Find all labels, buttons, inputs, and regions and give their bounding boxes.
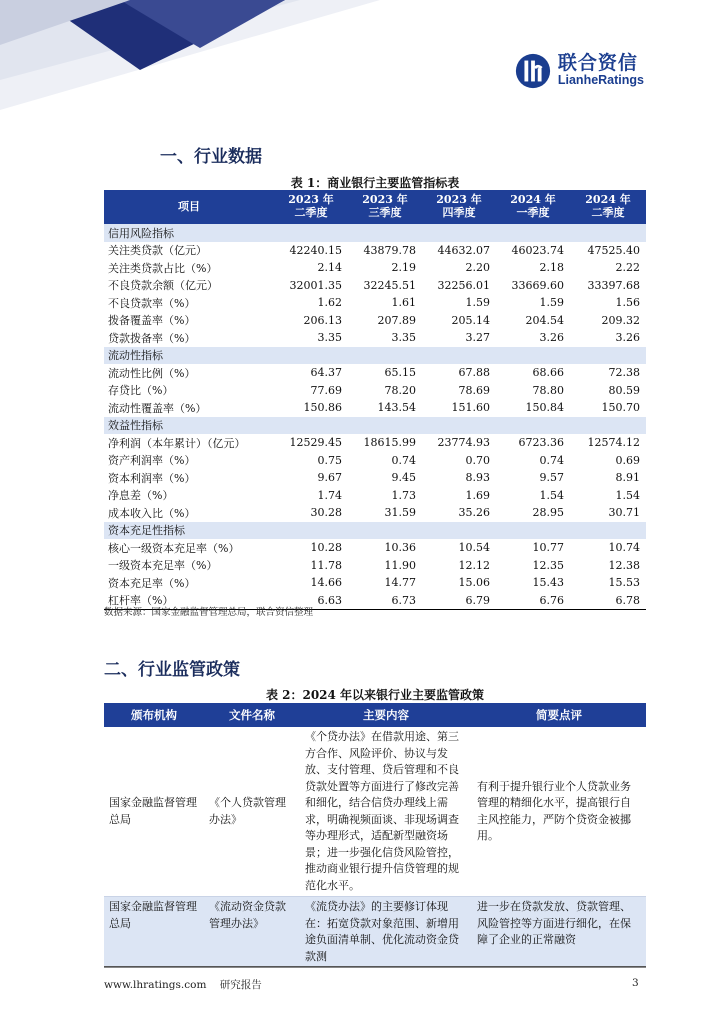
footer-label: 研究报告 <box>219 979 262 991</box>
table-category-row <box>104 522 646 540</box>
value-cell: 1.62 <box>317 296 342 310</box>
document-cell: 《流动资金贷款管理办法》 <box>204 897 300 968</box>
footer-url-link[interactable]: www.lhratings.com <box>104 979 207 991</box>
value-cell: 1.54 <box>539 488 564 502</box>
value-cell: 204.54 <box>525 313 564 327</box>
column-header: 主要内容 <box>300 703 472 727</box>
value-cell: 47525.40 <box>587 243 640 257</box>
value-cell: 65.15 <box>384 366 416 380</box>
value-cell: 42240.15 <box>289 243 342 257</box>
table-row <box>104 452 646 470</box>
column-header-period: 2023 年 四季度 <box>422 190 496 224</box>
value-cell: 68.66 <box>532 366 564 380</box>
column-header-period: 2023 年 二季度 <box>274 190 348 224</box>
table-row <box>104 434 646 452</box>
value-cell: 78.20 <box>384 383 416 397</box>
value-cell: 77.69 <box>310 383 342 397</box>
value-cell: 1.59 <box>539 296 564 310</box>
footer <box>104 977 272 992</box>
value-cell: 10.36 <box>384 541 416 555</box>
table-row <box>104 487 646 505</box>
value-cell: 1.74 <box>317 488 342 502</box>
value-cell: 44632.07 <box>437 243 490 257</box>
value-cell: 3.26 <box>615 331 640 345</box>
value-cell: 15.06 <box>458 576 490 590</box>
value-cell: 3.35 <box>391 331 416 345</box>
value-cell: 0.69 <box>615 453 640 467</box>
row-label: 拨备覆盖率（%） <box>108 314 196 328</box>
lianhe-logo-icon <box>514 52 552 90</box>
value-cell: 33397.68 <box>587 278 640 292</box>
value-cell: 6.78 <box>570 592 646 610</box>
table-row <box>104 557 646 575</box>
value-cell: 28.95 <box>532 506 564 520</box>
value-cell: 9.57 <box>539 471 564 485</box>
section-title-regulatory-policy: 二、行业监管政策 <box>104 660 240 680</box>
row-label: 关注类贷款占比（%） <box>108 261 218 275</box>
value-cell: 9.67 <box>317 471 342 485</box>
row-label: 关注类贷款（亿元） <box>108 244 207 258</box>
column-header-period: 2024 年 一季度 <box>496 190 570 224</box>
value-cell: 1.56 <box>615 296 640 310</box>
value-cell: 150.86 <box>303 401 342 415</box>
value-cell: 209.32 <box>601 313 640 327</box>
value-cell: 11.90 <box>384 558 416 572</box>
brand-logo <box>514 52 644 90</box>
content-cell: 《个贷办法》在借款用途、第三方合作、风险评价、协议与发放、支付管理、贷后管理和不良贷款处置等方面进行了修改完善和细化，结合信贷办理线上需求，明确视频面谈、非现场调查等办理形式，适配新型融资场景；进一步强化信贷风险管控，推动商业银行提升信贷管理的规范化水平。 <box>300 727 472 897</box>
column-header-item: 项目 <box>104 190 274 224</box>
column-header: 颁布机构 <box>104 703 204 727</box>
value-cell: 12529.45 <box>289 436 342 450</box>
row-label: 资产利润率（%） <box>108 454 196 468</box>
document-cell: 《个人贷款管理办法》 <box>204 727 300 897</box>
value-cell: 150.84 <box>525 401 564 415</box>
comment-cell: 有利于提升银行业个人贷款业务管理的精细化水平，提高银行自主风控能力，严防个贷资金被挪用。 <box>472 727 646 897</box>
row-label: 成本收入比（%） <box>108 506 196 520</box>
value-cell: 9.45 <box>391 471 416 485</box>
row-label: 资本充足率（%） <box>108 576 196 590</box>
value-cell: 0.70 <box>465 453 490 467</box>
value-cell: 2.19 <box>391 261 416 275</box>
value-cell: 6.73 <box>348 592 422 610</box>
table-row <box>104 469 646 487</box>
column-header: 简要点评 <box>472 703 646 727</box>
column-header: 文件名称 <box>204 703 300 727</box>
agency-cell: 国家金融监督管理总局 <box>104 897 204 968</box>
table1-caption: 表 1：商业银行主要监管指标表 <box>290 176 460 190</box>
table-row <box>104 242 646 260</box>
value-cell: 23774.93 <box>437 436 490 450</box>
value-cell: 3.27 <box>465 331 490 345</box>
value-cell: 72.38 <box>608 366 640 380</box>
value-cell: 31.59 <box>384 506 416 520</box>
value-cell: 6.79 <box>422 592 496 610</box>
table-row <box>104 312 646 330</box>
value-cell: 15.43 <box>532 576 564 590</box>
value-cell: 11.78 <box>310 558 342 572</box>
value-cell: 32245.51 <box>363 278 416 292</box>
row-label: 一级资本充足率（%） <box>108 559 218 573</box>
value-cell: 151.60 <box>451 401 490 415</box>
value-cell: 10.77 <box>532 541 564 555</box>
value-cell: 8.93 <box>465 471 490 485</box>
table-row <box>104 382 646 400</box>
category-label: 信用风险指标 <box>104 224 646 242</box>
value-cell: 8.91 <box>615 471 640 485</box>
row-label: 不良贷款率（%） <box>108 296 196 310</box>
footer-divider <box>104 966 646 967</box>
regulatory-policy-table <box>104 703 646 968</box>
value-cell: 12574.12 <box>587 436 640 450</box>
table-category-row <box>104 347 646 365</box>
row-label: 核心一级资本充足率（%） <box>108 541 240 555</box>
table-row <box>104 277 646 295</box>
value-cell: 1.54 <box>615 488 640 502</box>
table-row <box>104 504 646 522</box>
category-label: 流动性指标 <box>104 347 646 365</box>
content-cell: 《流贷办法》的主要修订体现在：拓宽贷款对象范围、新增用途负面清单制、优化流动资金贷款测 <box>300 897 472 968</box>
value-cell: 2.22 <box>615 261 640 275</box>
value-cell: 12.38 <box>608 558 640 572</box>
table-row <box>104 727 646 897</box>
value-cell: 6723.36 <box>518 436 564 450</box>
row-label: 流动性覆盖率（%） <box>108 401 207 415</box>
value-cell: 80.59 <box>608 383 640 397</box>
page-number: 3 <box>632 977 639 989</box>
row-label: 存贷比（%） <box>108 384 174 398</box>
category-label: 资本充足性指标 <box>104 522 646 540</box>
value-cell: 30.71 <box>608 506 640 520</box>
value-cell: 0.74 <box>539 453 564 467</box>
section-title-industry-data: 一、行业数据 <box>160 147 262 167</box>
value-cell: 64.37 <box>310 366 342 380</box>
value-cell: 35.26 <box>458 506 490 520</box>
table1-source-note: 数据来源：国家金融监督管理总局，联合资信整理 <box>104 607 314 618</box>
value-cell: 150.70 <box>601 401 640 415</box>
corner-decoration <box>0 0 380 130</box>
value-cell: 33669.60 <box>511 278 564 292</box>
table-category-row <box>104 224 646 242</box>
agency-cell: 国家金融监督管理总局 <box>104 727 204 897</box>
value-cell: 3.35 <box>317 331 342 345</box>
row-label: 流动性比例（%） <box>108 366 196 380</box>
value-cell: 10.74 <box>608 541 640 555</box>
value-cell: 30.28 <box>310 506 342 520</box>
brand-name-cn: 联合资信 <box>557 52 638 75</box>
table-row <box>104 259 646 277</box>
value-cell: 207.89 <box>377 313 416 327</box>
value-cell: 10.54 <box>458 541 490 555</box>
value-cell: 12.12 <box>458 558 490 572</box>
comment-cell: 进一步在贷款发放、贷款管理、风险管控等方面进行细化，在保障了企业的正常融资 <box>472 897 646 968</box>
value-cell: 32001.35 <box>289 278 342 292</box>
value-cell: 6.76 <box>496 592 570 610</box>
table-row <box>104 294 646 312</box>
regulatory-indicators-table <box>104 190 646 610</box>
brand-name-en: LianheRatings <box>557 73 644 88</box>
row-label: 不良贷款余额（亿元） <box>108 279 218 293</box>
value-cell: 0.74 <box>391 453 416 467</box>
value-cell: 78.80 <box>532 383 564 397</box>
table2-caption: 表 2：2024 年以来银行业主要监管政策 <box>265 688 485 702</box>
value-cell: 1.59 <box>465 296 490 310</box>
value-cell: 6.63 <box>274 592 348 610</box>
value-cell: 3.26 <box>539 331 564 345</box>
value-cell: 14.66 <box>310 576 342 590</box>
value-cell: 205.14 <box>451 313 490 327</box>
row-label: 杠杆率（%） <box>104 592 274 610</box>
value-cell: 1.61 <box>391 296 416 310</box>
value-cell: 2.14 <box>317 261 342 275</box>
table-row <box>104 329 646 347</box>
category-label: 效益性指标 <box>104 417 646 435</box>
row-label: 净息差（%） <box>108 489 174 503</box>
row-label: 贷款拨备率（%） <box>108 331 196 345</box>
row-label: 资本利润率（%） <box>108 471 196 485</box>
table-row <box>104 364 646 382</box>
value-cell: 14.77 <box>384 576 416 590</box>
table-category-row <box>104 417 646 435</box>
value-cell: 32256.01 <box>437 278 490 292</box>
value-cell: 15.53 <box>608 576 640 590</box>
value-cell: 67.88 <box>458 366 490 380</box>
value-cell: 2.18 <box>539 261 564 275</box>
table-row <box>104 897 646 968</box>
value-cell: 18615.99 <box>363 436 416 450</box>
table-row <box>104 574 646 592</box>
column-header-period: 2024 年 二季度 <box>570 190 646 224</box>
value-cell: 43879.78 <box>363 243 416 257</box>
value-cell: 1.69 <box>465 488 490 502</box>
table-row <box>104 399 646 417</box>
column-header-period: 2023 年 三季度 <box>348 190 422 224</box>
row-label: 净利润（本年累计）（亿元） <box>108 436 246 450</box>
value-cell: 2.20 <box>465 261 490 275</box>
value-cell: 1.73 <box>391 488 416 502</box>
value-cell: 78.69 <box>458 383 490 397</box>
value-cell: 10.28 <box>310 541 342 555</box>
value-cell: 46023.74 <box>511 243 564 257</box>
value-cell: 12.35 <box>532 558 564 572</box>
value-cell: 143.54 <box>377 401 416 415</box>
table-row <box>104 539 646 557</box>
value-cell: 0.75 <box>317 453 342 467</box>
value-cell: 206.13 <box>303 313 342 327</box>
